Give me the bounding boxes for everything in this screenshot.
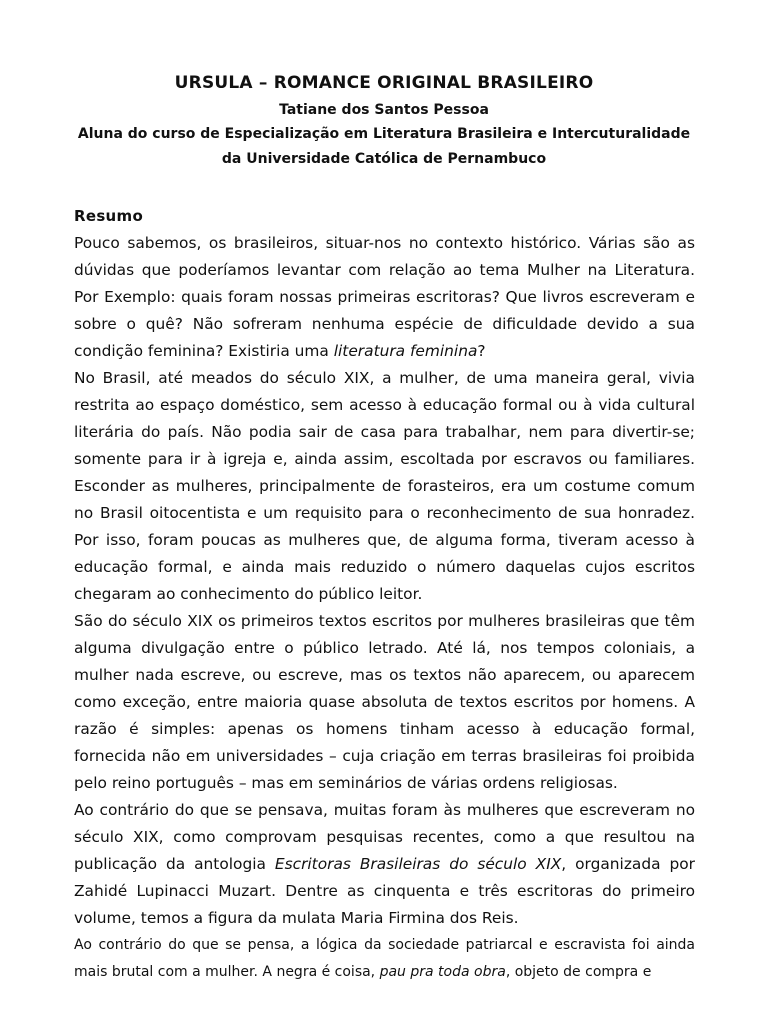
paragraph-3: São do século XIX os primeiros textos escritos por mulheres brasileiras que têm alguma divulgação entre o público letrado. Até lá, nos tempos coloniais, a mulher nada escreve, ou escreve, mas os textos não aparecem, ou aparecem como exceção, entre maioria quase absoluta de textos escritos por homens. A razão é simples: apenas os homens tinham acesso à educação formal, fornecida não em universidades – cuja criação em terras brasileiras foi proibida pelo reino português – mas em seminários de várias ordens religiosas. xyxy=(74,612,695,792)
paragraph-2: No Brasil, até meados do século XIX, a mulher, de uma maneira geral, vivia restrita ao espaço doméstico, sem acesso à educação formal ou à vida cultural literária do país. Não podia sair de casa para trabalhar, nem para divertir-se; somente para ir à igreja e, ainda assim, escoltada por escravos ou familiares. Esconder as mulheres, principalmente de forasteiros, era um costume comum no Brasil oitocentista e um requisito para o reconhecimento de sua honradez. Por isso, foram poucas as mulheres que, de alguma forma, tiveram acesso à educação formal, e ainda mais reduzido o número daquelas cujos escritos chegaram ao conhecimento do público leitor. xyxy=(74,369,695,603)
paragraph-5-text-a: Ao contrário do que se pensa, a lógica da sociedade patriarcal e escravista foi ainda mais brutal com a mulher. A negra é coisa, xyxy=(74,937,695,980)
document-title: URSULA – ROMANCE ORIGINAL BRASILEIRO xyxy=(174,73,594,93)
affiliation-line-2: da Universidade Católica de Pernambuco xyxy=(221,151,547,167)
abstract-section xyxy=(74,204,695,986)
paragraph-5-emphasis: pau pra toda obra xyxy=(379,964,506,980)
paragraph-4-text-a: Ao contrário do que se pensava, muitas foram às mulheres que escreveram no século XIX, como comprovam pesquisas recentes, como a que resultou na publicação da antologia xyxy=(74,801,695,873)
author-name: Tatiane dos Santos Pessoa xyxy=(279,102,489,118)
paragraph-1-emphasis: literatura feminina xyxy=(333,342,478,360)
section-heading: Resumo xyxy=(74,207,144,225)
affiliation-line-1: Aluna do curso de Especialização em Literatura Brasileira e Intercuturalidade xyxy=(77,126,691,142)
paragraph-1-text-b: ? xyxy=(477,342,486,360)
paragraph-4 xyxy=(74,797,695,932)
document-header xyxy=(0,70,768,172)
paragraph-1-text-a: Pouco sabemos, os brasileiros, situar-nos no contexto histórico. Várias são as dúvidas que poderíamos levantar com relação ao tema Mulher na Literatura. Por Exemplo: quais foram nossas primeiras escritoras? Que livros escreveram e sobre o quê? Não sofreram nenhuma espécie de dificuldade devido a sua condição feminina? Existiria uma xyxy=(74,234,695,360)
paragraph-5-text-b: , objeto de compra e xyxy=(505,964,652,980)
paragraph-4-emphasis: Escritoras Brasileiras do século XIX xyxy=(274,855,562,873)
paragraph-5 xyxy=(74,932,695,986)
paragraph-4-text-b: , organizada por Zahidé Lupinacci Muzart. Dentre as cinquenta e três escritoras do primeiro volume, temos a figura da mulata Maria Firmina dos Reis. xyxy=(74,855,695,927)
paragraph-1 xyxy=(74,230,695,365)
